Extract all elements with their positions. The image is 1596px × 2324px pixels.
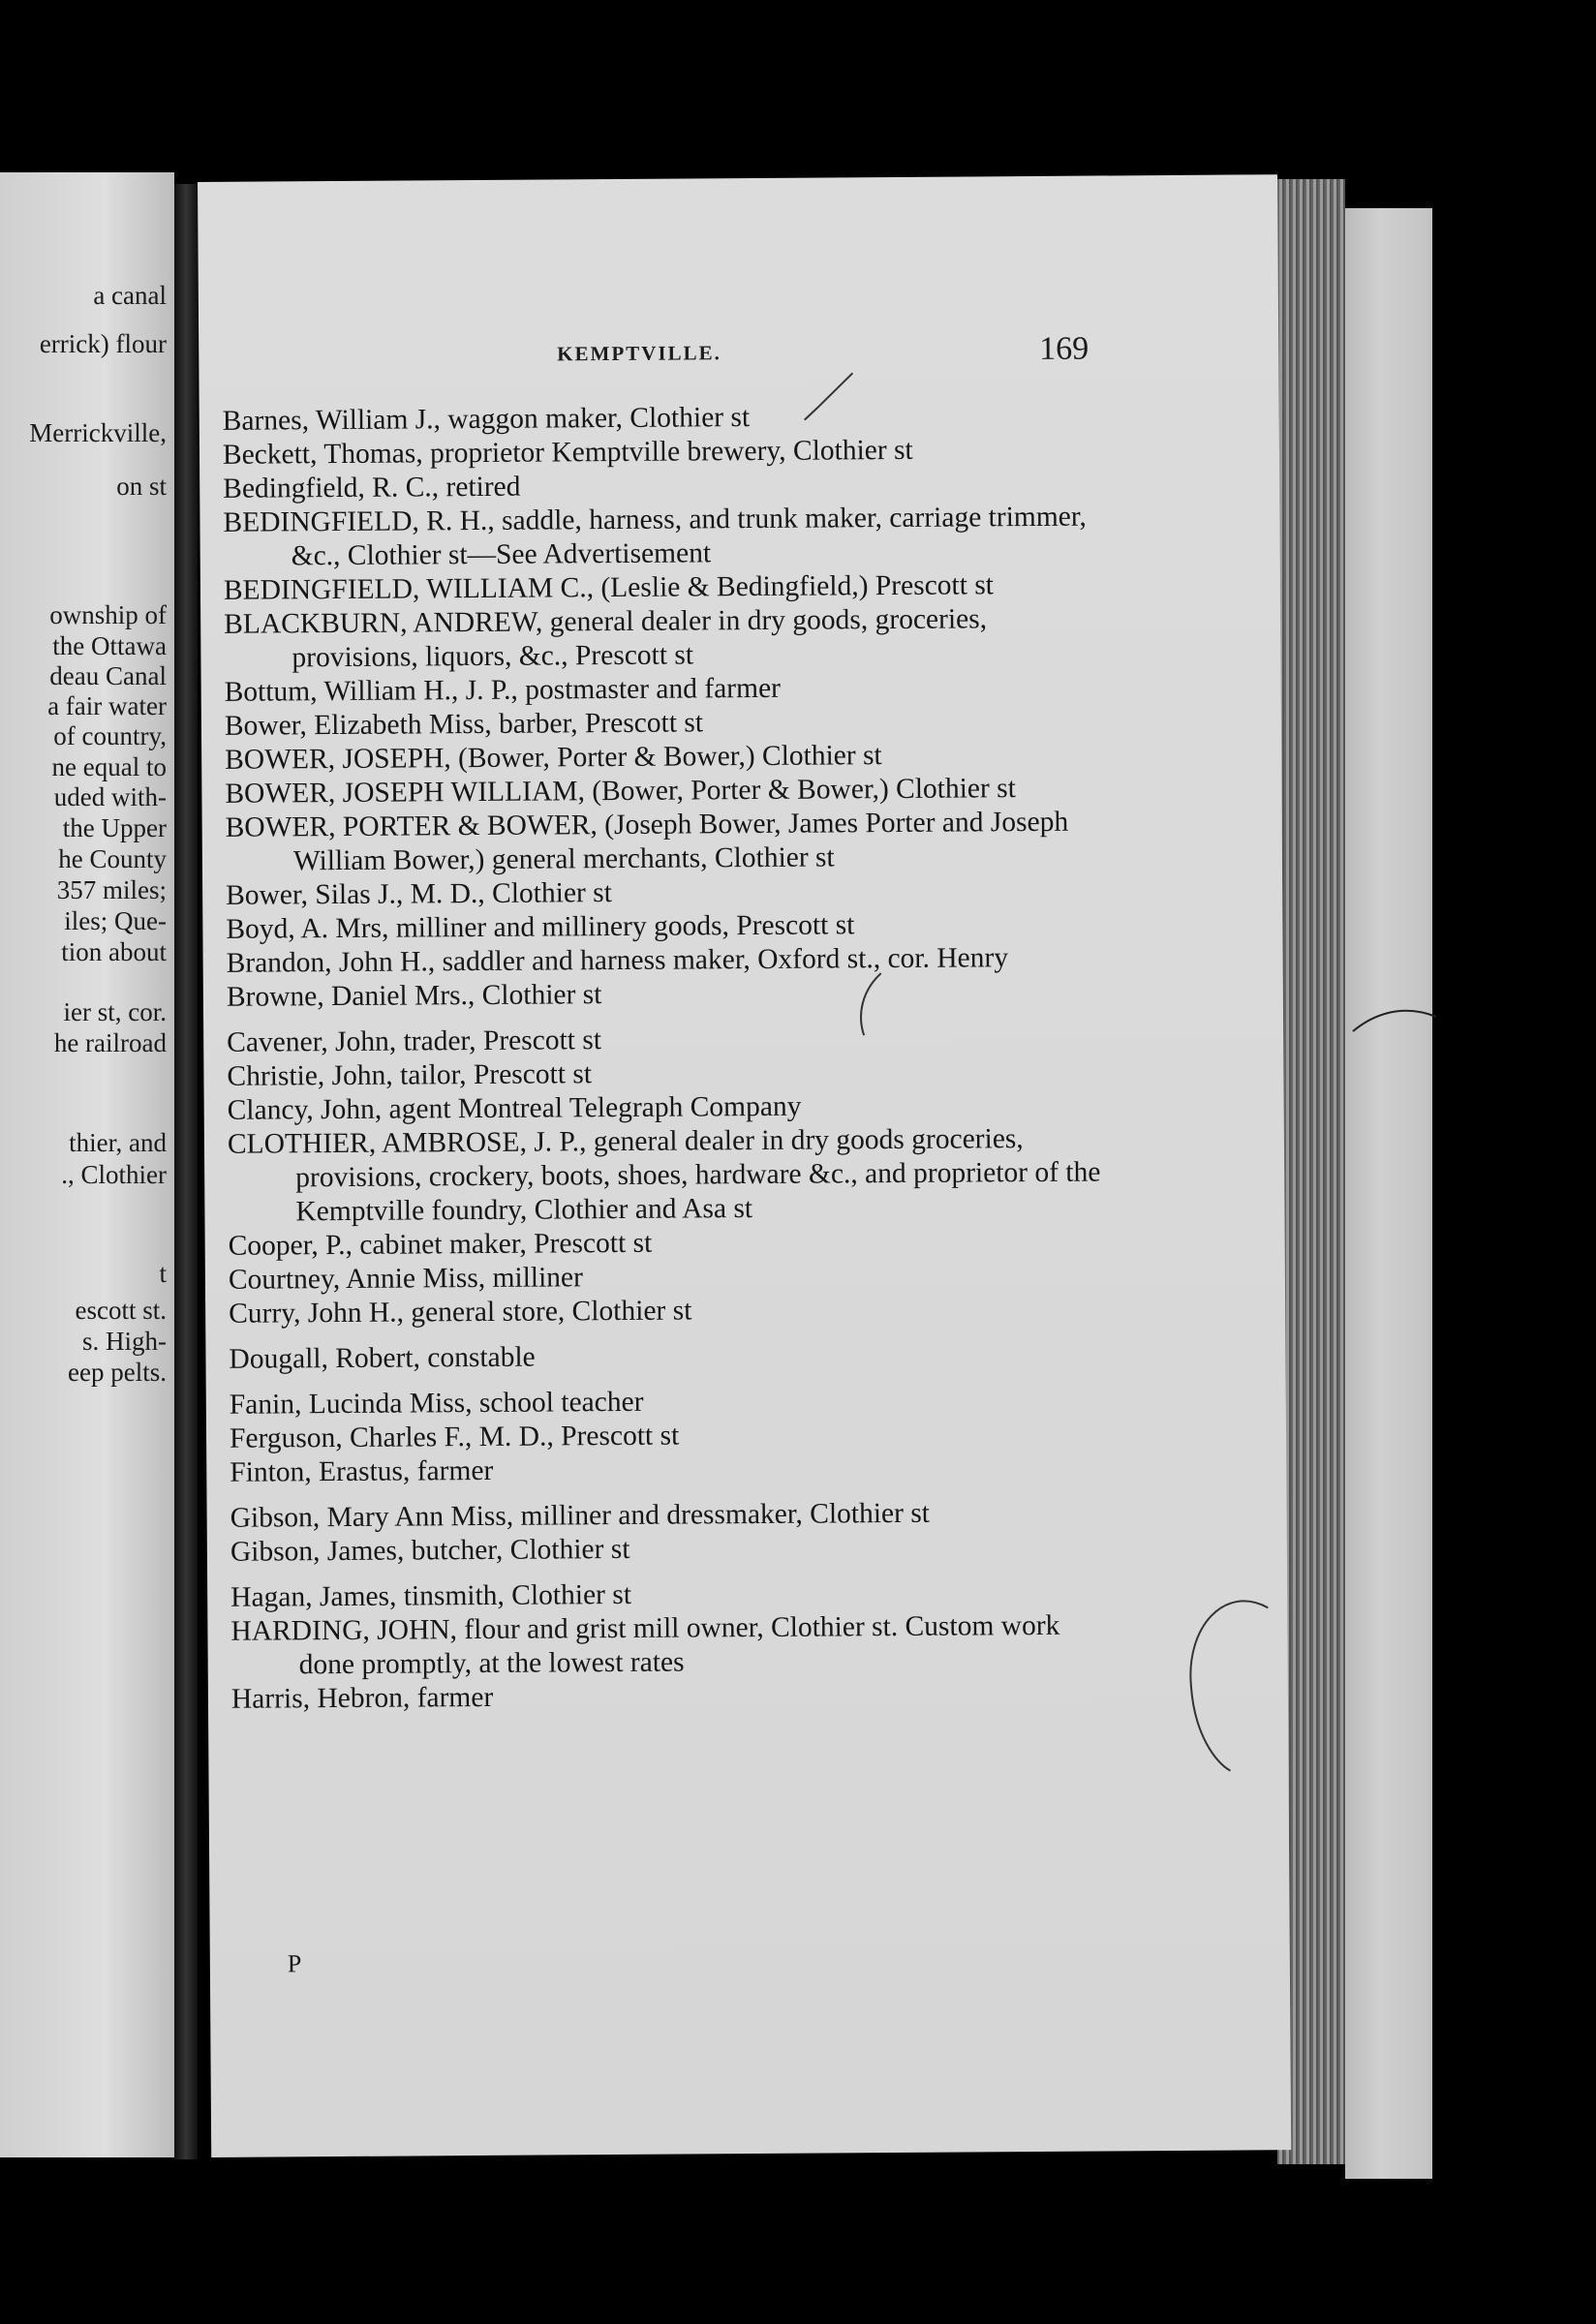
directory-entry: Brandon, John H., saddler and harness maker, Oxford st., cor. Henry [226, 942, 1009, 979]
right-page [198, 174, 1291, 2157]
left-page-line: on st [116, 472, 167, 501]
directory-entry: Bottum, William H., J. P., postmaster and farmer [224, 672, 782, 708]
directory-entry: BLACKBURN, ANDREW, general dealer in dry goods, groceries, provisions, liquors, &c., Prescott st [224, 603, 988, 674]
running-head: KEMPTVILLE. [557, 341, 721, 366]
left-page-line: s. High- [82, 1327, 167, 1356]
directory-entry: Harris, Hebron, farmer [230, 1681, 494, 1715]
left-page-line: tion about [61, 937, 167, 966]
directory-entry: Ferguson, Charles F., M. D., Prescott st [229, 1420, 680, 1454]
left-page-line: ., Clothier [61, 1160, 167, 1189]
left-page-line: ownship of [49, 600, 167, 629]
directory-entry: Beckett, Thomas, proprietor Kemptville brewery, Clothier st [222, 434, 913, 471]
left-page-line: ier st, cor. [63, 997, 167, 1026]
signature-mark: P [287, 1949, 302, 1978]
directory-entry: Finton, Erastus, farmer [230, 1454, 494, 1488]
left-page-line: errick) flour [39, 329, 167, 358]
directory-entry: Christie, John, tailor, Prescott st [227, 1058, 593, 1092]
directory-entry: BEDINGFIELD, WILLIAM C., (Leslie & Bedingfield,) Prescott st [223, 569, 995, 606]
left-page-line: escott st. [75, 1296, 167, 1325]
directory-entry: BEDINGFIELD, R. H., saddle, harness, and trunk maker, carriage trimmer, &c., Clothier st—See Advertisement [223, 501, 1087, 572]
pencil-tick-mark [799, 371, 857, 429]
back-cover-edge [1345, 208, 1432, 2179]
directory-entry: Bedingfield, R. C., retired [223, 471, 521, 505]
left-page-line: uded with- [53, 782, 167, 811]
directory-entry: Cavener, John, trader, Prescott st [227, 1024, 602, 1058]
directory-entry: BOWER, JOSEPH, (Bower, Porter & Bower,) Clothier st [225, 740, 882, 776]
left-page-line: Merrickville, [29, 418, 167, 447]
pencil-bracket-mark [852, 971, 891, 1039]
directory-entry: Gibson, Mary Ann Miss, milliner and dressmaker, Clothier st [230, 1497, 931, 1534]
left-page-line: a canal [93, 281, 167, 310]
directory-entry: Barnes, William J., waggon maker, Clothier st [222, 402, 751, 437]
directory-entry: BOWER, JOSEPH WILLIAM, (Bower, Porter & Bower,) Clothier st [225, 773, 1016, 810]
directory-entry: Hagan, James, tinsmith, Clothier st [230, 1578, 632, 1613]
left-page-line: of country, [53, 721, 167, 750]
directory-entry: Curry, John H., general store, Clothier st [229, 1295, 692, 1330]
left-page-line: eep pelts. [68, 1358, 167, 1387]
directory-entry: Cooper, P., cabinet maker, Prescott st [228, 1227, 653, 1262]
left-page-line: t [159, 1259, 167, 1288]
left-page-line: a fair water [47, 691, 167, 720]
pencil-curve-mark [1185, 1588, 1274, 1773]
left-page-line: the Ottawa [52, 631, 167, 660]
left-page-line: he railroad [53, 1028, 167, 1057]
directory-entry: Clancy, John, agent Montreal Telegraph Company [227, 1090, 802, 1126]
directory-entry: HARDING, JOHN, flour and grist mill owner, Clothier st. Custom work done promptly, at the lowest rates [230, 1609, 1060, 1681]
directory-entry: Dougall, Robert, constable [229, 1341, 536, 1375]
page-number: 169 [1039, 330, 1090, 367]
directory-entries [223, 398, 1122, 1716]
book-gutter [174, 184, 198, 2159]
left-page-line: iles; Que- [64, 906, 167, 935]
directory-entry: Bower, Elizabeth Miss, barber, Prescott st [224, 707, 704, 742]
directory-entry: Gibson, James, butcher, Clothier st [230, 1533, 630, 1568]
directory-entry: BOWER, PORTER & BOWER, (Joseph Bower, James Porter and Joseph William Bower,) general merchants, Clothier st [225, 806, 1069, 877]
directory-entry: Browne, Daniel Mrs., Clothier st [226, 979, 602, 1013]
left-page-line: he County [58, 844, 167, 873]
directory-entry: Bower, Silas J., M. D., Clothier st [226, 877, 612, 911]
directory-entry: CLOTHIER, AMBROSE, J. P., general dealer in dry goods groceries, provisions, crockery, boots, shoes, hardware &c., and proprietor of the Kemptville foundry, Clothier and Asa st [227, 1123, 1101, 1228]
directory-entry: Fanin, Lucinda Miss, school teacher [229, 1386, 644, 1421]
left-page-line: 357 miles; [56, 875, 167, 904]
left-page-line: deau Canal [49, 661, 167, 690]
directory-entry: Courtney, Annie Miss, milliner [228, 1262, 584, 1296]
left-page-line: ne equal to [51, 752, 167, 781]
pencil-line-mark [1351, 997, 1438, 1036]
left-page-line: thier, and [69, 1128, 167, 1157]
page-header [199, 330, 1264, 383]
directory-entry: Boyd, A. Mrs, milliner and millinery goods, Prescott st [226, 909, 855, 945]
left-page-line: the Upper [62, 813, 167, 842]
left-page [0, 172, 174, 2157]
